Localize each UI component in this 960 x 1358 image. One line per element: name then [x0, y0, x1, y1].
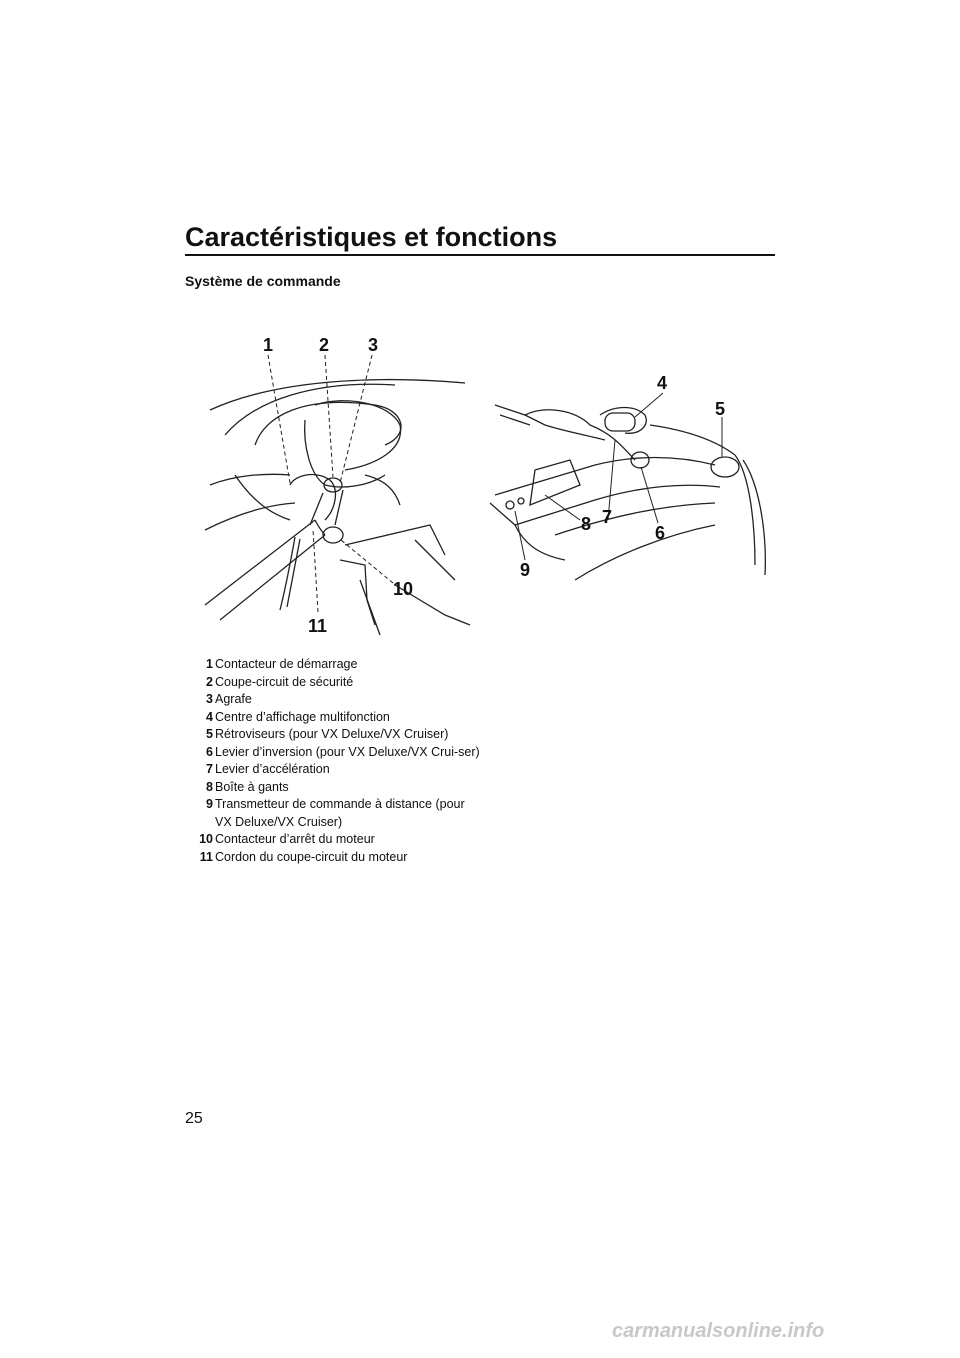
page-number: 25	[185, 1110, 203, 1127]
legend-number: 9	[206, 797, 213, 811]
legend-text: Levier d’accélération	[215, 762, 330, 776]
left-leader-lines	[268, 355, 393, 612]
legend-text: Contacteur de démarrage	[215, 657, 358, 671]
legend-item	[183, 779, 483, 797]
page-title: Caractéristiques et fonctions	[185, 222, 558, 252]
watermark: carmanualsonline.info	[612, 1320, 825, 1342]
legend-text: Contacteur d’arrêt du moteur	[215, 832, 375, 846]
legend-number: 1	[206, 657, 213, 671]
legend-item	[183, 831, 483, 849]
legend-number: 4	[206, 709, 213, 724]
legend-item	[183, 656, 483, 674]
parts-legend	[183, 656, 483, 866]
callout-6: 6	[655, 523, 666, 543]
callout-5: 5	[715, 399, 726, 419]
legend-item	[183, 744, 483, 762]
callout-8: 8	[581, 514, 592, 534]
legend-number: 8	[206, 779, 213, 794]
legend-number: 2	[206, 674, 213, 689]
callout-10: 10	[393, 579, 414, 599]
legend-item	[183, 796, 483, 831]
legend-number: 3	[206, 692, 213, 706]
legend-text: Boîte à gants	[215, 779, 289, 794]
control-system-illustration	[195, 325, 775, 645]
callout-11: 11	[308, 616, 328, 636]
callout-1: 1	[263, 335, 274, 355]
callout-2: 2	[319, 335, 330, 355]
legend-item	[183, 849, 483, 867]
illustration-svg	[195, 325, 775, 645]
legend-number: 5	[206, 727, 213, 741]
left-handlebar-drawing	[205, 380, 470, 635]
legend-item	[183, 726, 483, 744]
callout-7: 7	[602, 507, 613, 527]
legend-text: Levier d’inversion (pour VX Deluxe/VX Crui-ser)	[215, 744, 480, 759]
section-heading: Système de commande	[185, 273, 341, 289]
legend-text: Coupe-circuit de sécurité	[215, 674, 354, 689]
right-leader-lines	[515, 393, 722, 560]
callout-9: 9	[520, 560, 531, 580]
legend-item	[183, 709, 483, 727]
legend-number: 7	[206, 762, 213, 776]
legend-number: 11	[199, 849, 213, 864]
callout-3: 3	[368, 335, 379, 355]
legend-item	[183, 691, 483, 709]
legend-text: Rétroviseurs (pour VX Deluxe/VX Cruiser)	[215, 727, 449, 741]
legend-item	[183, 761, 483, 779]
legend-text: Cordon du coupe-circuit du moteur	[215, 849, 408, 864]
legend-text: Transmetteur de commande à distance (pour VX Deluxe/VX Cruiser)	[215, 797, 465, 829]
legend-number: 10	[199, 832, 213, 846]
legend-number: 6	[206, 744, 213, 759]
legend-text: Agrafe	[215, 692, 252, 706]
legend-item	[183, 674, 483, 692]
legend-text: Centre d’affichage multifonction	[215, 709, 390, 724]
title-rule	[185, 254, 775, 256]
right-handlebar-drawing	[490, 405, 765, 580]
callout-4: 4	[657, 373, 668, 393]
